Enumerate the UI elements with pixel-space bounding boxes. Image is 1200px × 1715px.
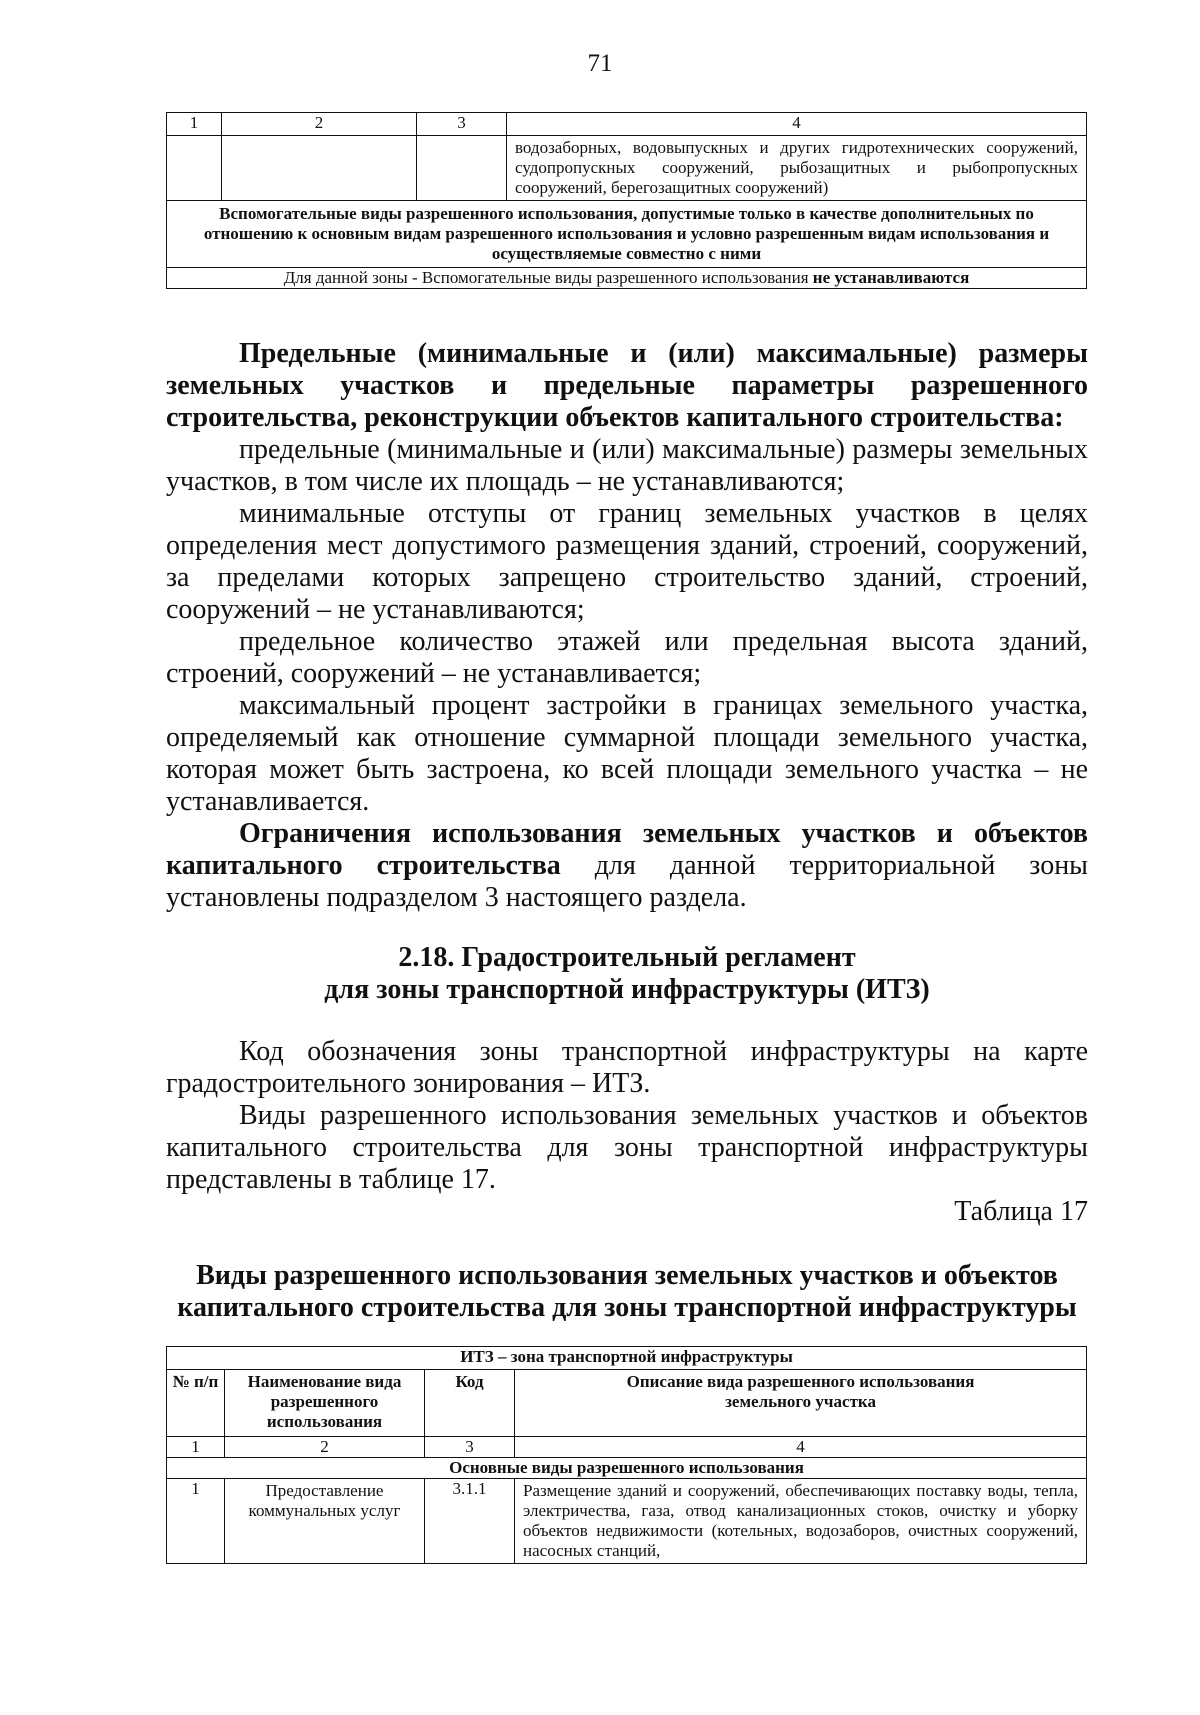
- note-row: [167, 268, 1087, 289]
- col-number: 3: [417, 113, 507, 136]
- aux-uses-note: Для данной зоны - Вспомогательные виды разрешенного использования не устанавливаются: [167, 268, 1087, 289]
- zone-title: ИТЗ – зона транспортной инфраструктуры: [167, 1347, 1087, 1370]
- use-description: Размещение зданий и сооружений, обеспечивающих поставку воды, тепла, электричества, газа, отвод канализационных стоков, очистку и уборку объектов недвижимости (котельных, водозаборов, очистных сооружений, насосных станций,: [515, 1479, 1087, 1564]
- page-number: 71: [587, 50, 613, 77]
- header-code: Код: [425, 1370, 515, 1437]
- paragraph: Код обозначения зоны транспортной инфраструктуры на карте градостроительного зонирования – ИТЗ.: [166, 1036, 1088, 1099]
- use-code: 3.1.1: [425, 1479, 515, 1564]
- paragraph: предельные (минимальные и (или) максимальные) размеры земельных участков, в том числе их площадь – не устанавливаются;: [166, 434, 1088, 497]
- col-number: 3: [425, 1437, 515, 1458]
- row-number: 1: [167, 1479, 225, 1564]
- intro-text: [166, 1036, 1088, 1196]
- header-row: [167, 1370, 1087, 1437]
- limits-heading: Предельные (минимальные и (или) максимальные) размеры земельных участков и предельные параметры разрешенного строительства, реконструкции объектов капитального строительства:: [166, 338, 1088, 433]
- uses-table: [166, 1346, 1087, 1564]
- column-number-row: [167, 1437, 1087, 1458]
- continued-table: [166, 112, 1087, 289]
- table-row: [167, 136, 1087, 201]
- section-title-line: для зоны транспортной инфраструктуры (ИТЗ): [324, 974, 930, 1005]
- paragraph: минимальные отступы от границ земельных участков в целях определения мест допустимого размещения зданий, строений, сооружений, за пределами которых запрещено строительство зданий, строений, сооружений – не устанавливаются;: [166, 498, 1088, 625]
- section-title: [166, 942, 1088, 1006]
- main-uses-heading: Основные виды разрешенного использования: [167, 1458, 1087, 1479]
- restrictions-paragraph: Ограничения использования земельных участков и объектов капитального строительства для данной территориальной зоны установлены подразделом 3 настоящего раздела.: [166, 818, 1088, 913]
- header-number: № п/п: [167, 1370, 225, 1437]
- paragraph: максимальный процент застройки в границах земельного участка, определяемый как отношение суммарной площади земельного участка, которая может быть застроена, ко всей площади земельного участка – не устанавливается.: [166, 690, 1088, 817]
- col-number: 2: [222, 113, 417, 136]
- section-title-line: 2.18. Градостроительный регламент: [398, 942, 856, 973]
- paragraph: Виды разрешенного использования земельных участков и объектов капитального строительства для зоны транспортной инфраструктуры представлены в таблице 17.: [166, 1100, 1088, 1195]
- col-number: 2: [225, 1437, 425, 1458]
- use-name: Предоставление коммунальных услуг: [225, 1479, 425, 1564]
- column-number-row: [167, 113, 1087, 136]
- paragraph: предельное количество этажей или предельная высота зданий, строений, сооружений – не устанавливается;: [166, 626, 1088, 689]
- col-number: 1: [167, 1437, 225, 1458]
- table-row: [167, 1479, 1087, 1564]
- table-label: Таблица 17: [954, 1196, 1088, 1227]
- col-number: 4: [515, 1437, 1087, 1458]
- col-number: 1: [167, 113, 222, 136]
- aux-uses-heading: Вспомогательные виды разрешенного использования, допустимые только в качестве дополнительных по отношению к основным видам разрешенного использования и условно разрешенным видам использования и осуществляемые совместно с ними: [167, 201, 1087, 268]
- table-title-line: Виды разрешенного использования земельных участков и объектов: [196, 1260, 1058, 1291]
- section-row: [167, 201, 1087, 268]
- header-name: Наименование вида разрешенного использования: [225, 1370, 425, 1437]
- col-number: 4: [507, 113, 1087, 136]
- zone-title-row: [167, 1347, 1087, 1370]
- table-label-block: [166, 1196, 1088, 1228]
- header-description: Описание вида разрешенного использования земельного участка: [515, 1370, 1087, 1437]
- table-title: [166, 1260, 1088, 1324]
- table-title-line: капитального строительства для зоны транспортной инфраструктуры: [177, 1292, 1077, 1323]
- table-cell-description: водозаборных, водовыпускных и других гидротехнических сооружений, судопропускных сооружений, рыбозащитных и рыбопропускных сооружений, берегозащитных сооружений): [507, 136, 1087, 201]
- body-text: [166, 338, 1088, 914]
- section-row: [167, 1458, 1087, 1479]
